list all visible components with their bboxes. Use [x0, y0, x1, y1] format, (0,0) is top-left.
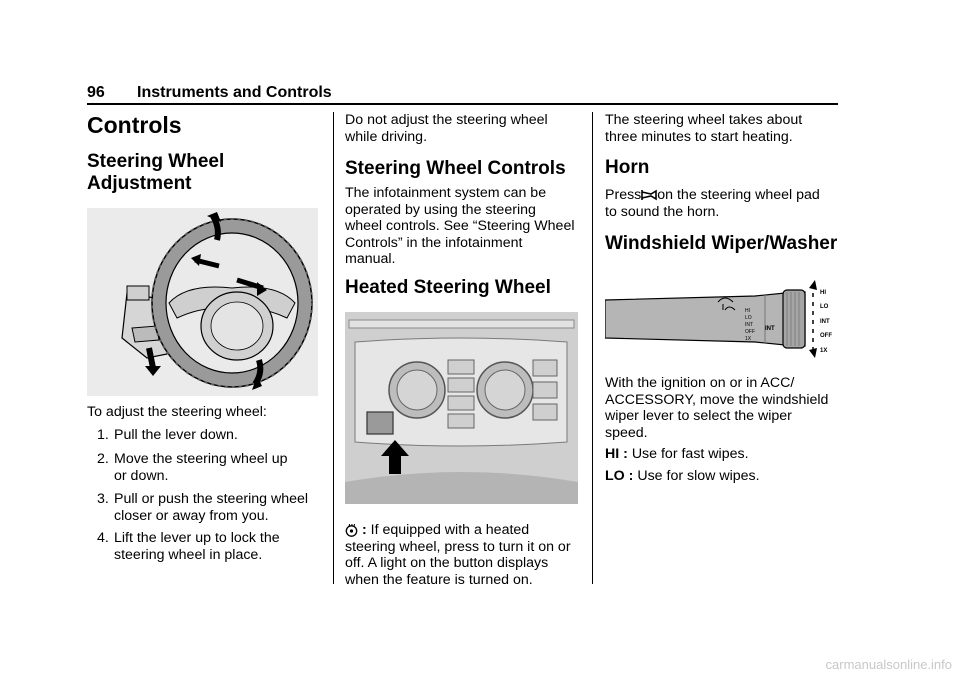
list-number: 2.: [97, 451, 109, 467]
heated-label: :: [361, 522, 367, 538]
heated-wheel-icon: [345, 524, 358, 537]
paragraph: when the feature is turned on.: [345, 571, 533, 588]
horn-post: on the steering wheel pad: [657, 187, 820, 203]
horn-line: [605, 187, 820, 204]
paragraph: With the ignition on or in ACC/: [605, 375, 795, 391]
paragraph: ACCESSORY, move the windshield: [605, 391, 829, 408]
heading-heated-wheel: Heated Steering Wheel: [345, 277, 551, 298]
steering-wheel-figure: [87, 208, 318, 396]
list-item: [97, 451, 327, 487]
svg-text:LO: LO: [820, 304, 829, 310]
list-item: [97, 491, 327, 527]
horn-pre: Press: [605, 187, 642, 203]
paragraph: wiper lever to select the wiper: [605, 408, 792, 424]
watermark: carmanualsonline.info: [825, 657, 952, 672]
svg-text:HI: HI: [820, 290, 826, 296]
intro-text: To adjust the steering wheel:: [87, 404, 267, 420]
paragraph: wheel controls. See “Steering Wheel: [345, 218, 575, 234]
paragraph: The steering wheel takes about: [605, 112, 803, 128]
heated-desc-line: [345, 522, 529, 539]
paragraph: operated by using the steering: [345, 201, 536, 218]
hi-definition: [605, 446, 749, 463]
list-text: Lift the lever up to lock the: [114, 530, 280, 546]
svg-text:1X: 1X: [745, 336, 752, 342]
list-text: Pull the lever down.: [114, 427, 238, 443]
heading-steering-adjust-1: Steering Wheel: [87, 151, 225, 172]
svg-text:INT: INT: [745, 322, 754, 328]
paragraph: to sound the horn.: [605, 204, 720, 220]
heading-steering-controls: Steering Wheel Controls: [345, 158, 566, 179]
svg-text:1X: 1X: [820, 348, 828, 354]
heading-wiper: Windshield Wiper/Washer: [605, 233, 838, 254]
paragraph: Controls” in the infotainment: [345, 234, 523, 251]
list-text: steering wheel in place.: [114, 546, 263, 563]
list-text: Move the steering wheel up: [114, 451, 288, 467]
paragraph: off. A light on the button displays: [345, 555, 549, 571]
horn-icon: [641, 189, 657, 201]
page-number: 96: [87, 84, 105, 101]
paragraph: The infotainment system can be: [345, 185, 547, 201]
paragraph: while driving.: [345, 128, 428, 145]
svg-text:LO: LO: [745, 315, 752, 321]
list-number: 3.: [97, 491, 109, 507]
svg-text:INT: INT: [820, 319, 830, 325]
svg-text:OFF: OFF: [820, 333, 832, 339]
section-title: Instruments and Controls: [137, 84, 332, 101]
page-title: Controls: [87, 112, 182, 138]
heading-horn: Horn: [605, 157, 650, 178]
list-text: or down.: [114, 467, 169, 484]
wiper-lever-figure: [605, 280, 840, 360]
svg-text:INT: INT: [765, 326, 775, 332]
header-rule: [87, 103, 838, 105]
paragraph: speed.: [605, 424, 648, 441]
paragraph: Do not adjust the steering wheel: [345, 112, 548, 128]
hi-text: Use for fast wipes.: [631, 446, 749, 462]
list-number: 1.: [97, 427, 109, 443]
heated-text: If equipped with a heated: [370, 522, 530, 538]
lo-definition: [605, 468, 760, 485]
column-divider: [333, 112, 334, 584]
heading-steering-adjust-2: Adjustment: [87, 173, 192, 194]
heated-wheel-figure: [345, 312, 578, 504]
list-number: 4.: [97, 530, 109, 546]
list-item: [97, 530, 327, 566]
list-text: closer or away from you.: [114, 507, 269, 524]
paragraph: steering wheel, press to turn it on or: [345, 538, 571, 555]
list-text: Pull or push the steering wheel: [114, 491, 309, 507]
svg-text:OFF: OFF: [745, 329, 755, 335]
paragraph: manual.: [345, 251, 396, 267]
list-item: [97, 427, 327, 447]
paragraph: three minutes to start heating.: [605, 128, 793, 145]
column-divider: [592, 112, 593, 584]
hi-label: HI :: [605, 446, 628, 462]
svg-text:HI: HI: [745, 308, 750, 314]
lo-text: Use for slow wipes.: [637, 468, 760, 484]
lo-label: LO :: [605, 468, 634, 484]
